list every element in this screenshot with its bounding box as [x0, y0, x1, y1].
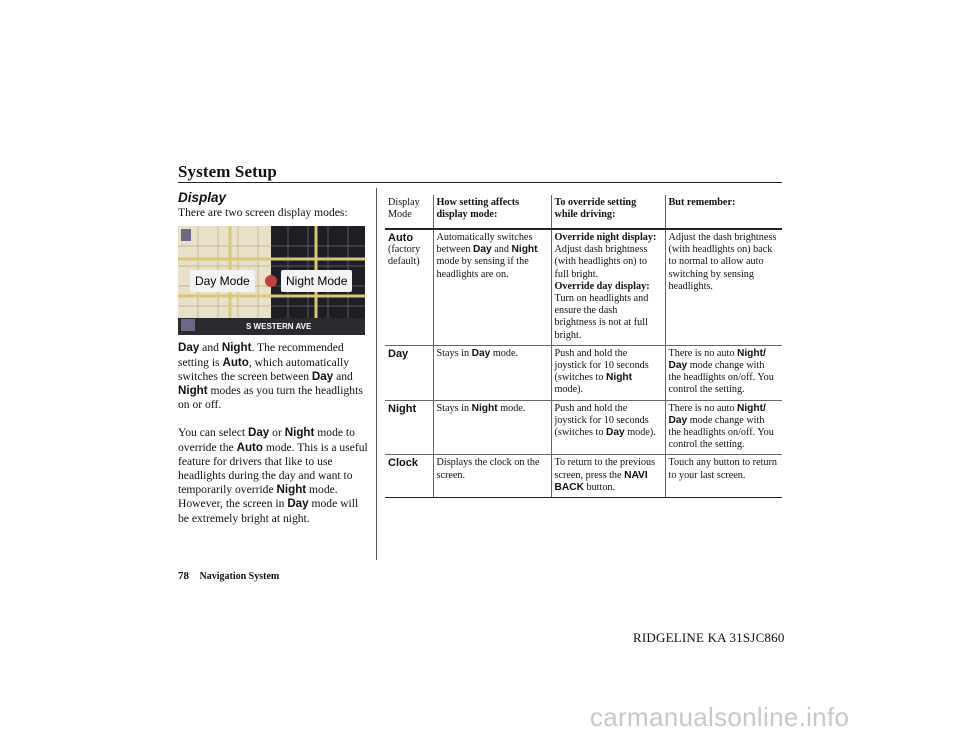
text-span: Stays in — [436, 347, 472, 359]
term-night: Night — [511, 244, 538, 256]
term-night-day: Night/ Day — [668, 402, 766, 426]
term-night: Night — [606, 372, 633, 384]
term-day: Day — [473, 244, 492, 256]
night-mode-label: Night Mode — [281, 270, 352, 292]
text-span: modes as you turn the headlights on or off. — [178, 384, 363, 412]
text-span: Automatically switches between — [436, 232, 533, 256]
term-night: Night — [276, 483, 307, 497]
term-night: Night — [284, 426, 315, 440]
override-day-heading: Override day display: — [554, 280, 650, 292]
text-span: Push and hold the joystick for 10 seconds (switches to — [554, 347, 649, 384]
term-night: Night — [471, 402, 498, 414]
text-span: and — [491, 244, 512, 256]
override-paragraph — [178, 426, 368, 525]
override-night-heading: Override night display: — [554, 232, 657, 243]
text-span: mode. — [490, 347, 519, 359]
table-row-night — [385, 400, 782, 455]
term-day: Day — [247, 426, 270, 440]
page-title: System Setup — [178, 162, 277, 181]
override-cell — [551, 229, 665, 345]
text-span: mode. This is a useful feature for drivers that like to use headlights during the day and want to temporarily override — [178, 440, 368, 497]
text-span: There is no auto — [668, 347, 737, 359]
term-auto: Auto — [236, 440, 263, 454]
mode-name-day: Day — [388, 347, 409, 360]
text-span: Stays in — [436, 402, 472, 414]
text-span: . The recommended setting is — [178, 341, 344, 369]
term-day: Day — [606, 427, 625, 439]
override-cell — [551, 455, 665, 498]
watermark: carmanualsonline.info — [590, 702, 850, 732]
text-span: mode will be extremely bright at night. — [178, 497, 359, 525]
table-header-row — [385, 195, 782, 229]
modes-paragraph — [178, 341, 368, 412]
text-span: You can select — [178, 426, 248, 440]
table-row-clock — [385, 455, 782, 498]
mode-cell — [385, 455, 433, 498]
page-footer — [178, 570, 279, 582]
column-divider — [376, 188, 377, 560]
header-how-affects: How setting affects display mode: — [433, 195, 551, 229]
text-span: and — [199, 341, 222, 355]
affects-cell — [433, 229, 551, 345]
term-night: Night — [178, 384, 208, 398]
text-span: mode. However, the screen in — [178, 483, 338, 511]
header-remember: But remember: — [665, 195, 782, 229]
text-span: or — [269, 426, 285, 440]
text-span: button. — [583, 481, 616, 493]
text-span: mode). — [554, 384, 584, 396]
text-span: There is no auto — [668, 402, 737, 414]
term-day: Day — [178, 341, 200, 355]
override-cell — [551, 345, 665, 400]
display-mode-table — [385, 195, 782, 498]
remember-cell — [665, 345, 782, 400]
text-span: mode). — [624, 427, 656, 439]
text-span: and — [333, 369, 353, 383]
mode-cell — [385, 400, 433, 455]
intro-text: There are two screen display modes: — [178, 206, 348, 220]
document-id: RIDGELINE KA 31SJC860 — [633, 630, 785, 645]
title-rule — [178, 182, 782, 183]
mode-cell — [385, 229, 433, 345]
override-night-text: Adjust dash brightness (with headlights on) to full bright. — [554, 244, 648, 280]
term-day: Day — [287, 497, 309, 511]
affects-cell — [433, 400, 551, 455]
left-column — [178, 191, 368, 526]
text-span: mode to override the — [178, 426, 355, 454]
header-display-mode: Display Mode — [385, 195, 433, 229]
day-mode-label: Day Mode — [190, 270, 255, 292]
mode-name-clock: Clock — [388, 457, 418, 470]
override-cell — [551, 400, 665, 455]
text-span: mode by sensing if the headlights are on. — [436, 256, 529, 280]
remember-cell: Adjust the dash brightness (with headlights on) back to normal to allow auto switching by sensing headlights. — [665, 229, 782, 345]
table-row-auto — [385, 229, 782, 345]
factory-default-note: (factory default) — [388, 244, 421, 268]
remember-cell: Touch any button to return to your last screen. — [665, 455, 782, 498]
mode-name-night: Night — [388, 402, 417, 415]
text-span: mode change with the headlights on/off. You control the setting. — [668, 414, 774, 451]
text-span: To return to the previous screen, press the — [554, 457, 656, 481]
table-row-day — [385, 345, 782, 400]
section-heading: Display — [178, 190, 227, 205]
text-span: Push and hold the joystick for 10 seconds (switches to — [554, 402, 649, 439]
navi-back-button-label: NAVI BACK — [554, 469, 648, 493]
affects-cell: Displays the clock on the screen. — [433, 455, 551, 498]
mode-name-auto: Auto — [388, 232, 414, 244]
affects-cell — [433, 345, 551, 400]
mode-cell — [385, 345, 433, 400]
term-night: Night — [221, 341, 252, 355]
term-day: Day — [311, 369, 334, 383]
term-day: Day — [471, 347, 491, 359]
text-span: mode change with the headlights on/off. You control the setting. — [668, 360, 774, 396]
text-span: , which automatically switches the screen between — [178, 355, 349, 383]
remember-cell — [665, 400, 782, 455]
term-night-day: Night/ Day — [668, 347, 766, 372]
display-mode-screenshot — [178, 226, 365, 335]
override-day-text: Turn on headlights and ensure the dash brightness is not at full bright. — [554, 293, 649, 341]
text-span: mode. — [497, 402, 526, 414]
header-override: To override setting while driving: — [551, 195, 665, 229]
page-number: 78 — [178, 570, 189, 582]
street-name-label: S WESTERN AVE — [246, 322, 312, 332]
term-auto: Auto — [222, 355, 249, 369]
footer-label: Navigation System — [199, 571, 280, 582]
